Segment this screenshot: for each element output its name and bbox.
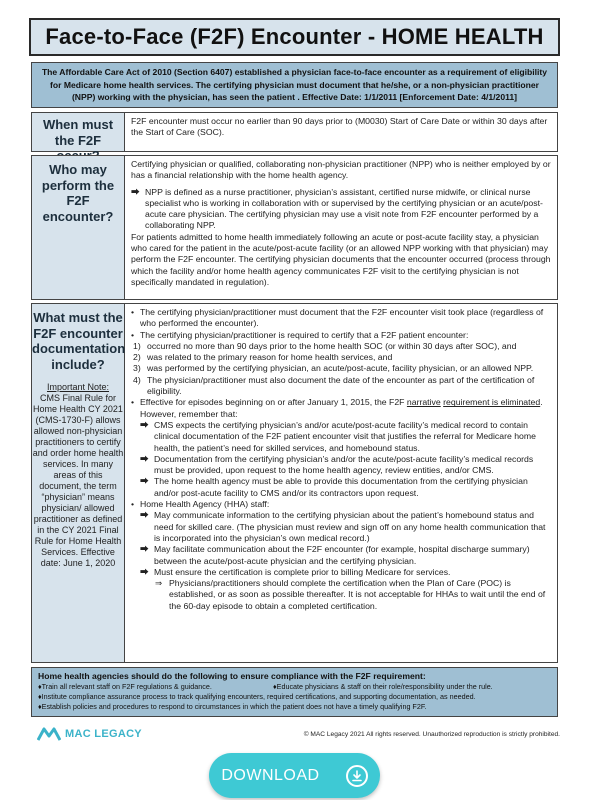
when-content: F2F encounter must occur no earlier than 90 days prior to (M0030) Start of Care Date or within 30 days after the Start of Care (SOC). xyxy=(131,116,548,138)
who-paragraph-1: Certifying physician or qualified, collaborating non-physician practitioner (NPP) who is neither employed by or has a financial relationship with the home health agency. xyxy=(131,159,551,181)
documentation-label: What must the F2F encounter documentation include? xyxy=(32,310,126,372)
diamond-icon: ♦ xyxy=(38,692,42,701)
important-note-text: CMS Final Rule for Home Health CY 2021 (CMS-1730-F) allows allowed non-physician practitioners to certify and order home health services. In many areas of this document, the term “physician” means physician/ allowed practitioner as defined in the CY 2021 Final Rule for Home Health Services. Effective date: June 1, 2020 xyxy=(32,393,124,568)
documentation-row xyxy=(31,303,558,663)
who-paragraph-2: For patients admitted to home health immediately following an acute or post-acute facility stay, a physician who cared for the patient in the acute/post-acute facility (or an allowed NPP working with that physician) may perform the F2F encounter. The certifying physician documents that the encounter occurred (process through which the facility and/or home health agency communicates F2F visit to the certifying physician is not specifically mandated in regulation). xyxy=(131,231,551,287)
when-label: When must the F2F xyxy=(32,113,125,151)
compliance-item-text: Train all relevant staff on F2F regulations & guidance. xyxy=(41,682,212,691)
diamond-icon: ♦ xyxy=(38,682,42,691)
document-title-bar xyxy=(29,18,560,56)
number-marker: 3) xyxy=(133,363,141,374)
intro-box: The Affordable Care Act of 2010 (Section 6407) established a physician face-to-face encounter as a requirement of eligibility for Medicare home health services. The certifying physician must document that he/she, or a non-physician practitioner (NPP) working with the physician, has seen the patient . Effective Date: 1/1/2011 [Enforcement Date: 4/1/2011] xyxy=(31,62,558,108)
list-item xyxy=(131,307,551,330)
download-button[interactable] xyxy=(209,753,380,798)
arrow-icon: ⮕ xyxy=(140,419,149,430)
copyright-text: © MAC Legacy 2021 All rights reserved. Unauthorized reproduction is strictly prohibited. xyxy=(303,730,560,738)
list-item-text: The certifying physician/practitioner must document that the F2F encounter visit took place (regardless of who performed the encounter). xyxy=(140,307,544,329)
arrow-icon: ⮕ xyxy=(140,566,149,577)
implies-item-text: Physicians/practitioners should complete the certification when the Plan of Care (POC) is established, or as soon as possible thereafter. It is not acceptable for HHAs to wait until the end of the 60-day episode to obtain a completed certification. xyxy=(169,578,546,611)
list-item-text xyxy=(140,397,551,420)
arrow-item-text: May facilitate communication about the F2F encounter (for example, hospital discharge summary) between the acute/post-acute physician and the certifying physician. xyxy=(154,544,530,566)
list-item xyxy=(131,499,551,510)
text-run: Effective for episodes beginning on or after January 1, 2015, the F2F xyxy=(140,397,407,408)
important-note xyxy=(32,382,124,569)
arrow-item-text: CMS expects the certifying physician’s and/or acute/post-acute facility’s medical record to contain clinical documentation of the F2F patient encounter visit that justifies the referral for Medicare home health, the patient’s need for skilled services, and homebound status. xyxy=(154,419,536,453)
arrow-item xyxy=(131,454,551,477)
document-title: Face-to-Face (F2F) Encounter - HOME HEALTH xyxy=(45,24,544,49)
compliance-item xyxy=(38,682,273,692)
who-row xyxy=(31,155,558,300)
arrow-item xyxy=(131,544,551,567)
logo-text: MAC LEGACY xyxy=(65,728,142,740)
compliance-item-text: Establish policies and procedures to respond to circumstances in which the patient does not have a timely qualifying F2F. xyxy=(41,702,427,711)
who-content xyxy=(125,156,557,299)
important-note-title: Important Note: xyxy=(46,382,110,392)
who-label: Who may perform the F2F encounter? xyxy=(32,156,125,299)
numbered-item-2 xyxy=(131,352,551,363)
list-item-text: The certifying physician/practitioner is required to certify that a F2F patient encounter: xyxy=(140,329,469,340)
mac-legacy-logo xyxy=(37,727,142,741)
compliance-row xyxy=(38,682,551,692)
who-arrow-item xyxy=(131,187,551,232)
download-arrow-icon xyxy=(351,770,363,782)
list-item xyxy=(131,397,551,420)
number-marker: 2) xyxy=(133,352,141,363)
page-footer xyxy=(37,723,560,745)
arrow-item xyxy=(131,420,551,454)
download-button-label: DOWNLOAD xyxy=(221,766,320,784)
numbered-item-text: was related to the primary reason for home health services, and xyxy=(147,352,393,363)
documentation-content xyxy=(125,304,557,662)
diamond-icon: ♦ xyxy=(273,682,277,691)
numbered-item-text: was performed by the certifying physician, an acute/post-acute, facility physician, or an allowed NPP. xyxy=(147,363,534,374)
bullet-icon: • xyxy=(131,307,135,317)
implies-arrow-icon: ⇒ xyxy=(155,578,163,589)
bullet-icon: • xyxy=(131,329,135,340)
arrow-icon: ⮕ xyxy=(140,453,149,464)
implies-item xyxy=(131,578,551,612)
arrow-icon: ⮕ xyxy=(140,544,149,555)
compliance-item xyxy=(38,692,551,702)
compliance-box xyxy=(31,667,558,717)
numbered-item-4 xyxy=(131,375,551,398)
document-page xyxy=(23,12,566,750)
text-run: . However, remember that: xyxy=(140,397,543,419)
arrow-item xyxy=(131,476,551,499)
number-marker: 1) xyxy=(133,340,141,351)
number-marker: 4) xyxy=(133,374,141,385)
compliance-item-text: Institute compliance assurance process to track qualifying encounters, required certifications, and supporting documentation, as needed. xyxy=(41,692,476,701)
download-icon xyxy=(346,765,368,787)
numbered-item-text: occurred no more than 90 days prior to the home health SOC (or within 30 days after SOC), and xyxy=(147,340,517,351)
bullet-icon: • xyxy=(131,499,135,510)
underlined-text: narrative xyxy=(406,397,441,408)
arrow-item xyxy=(131,567,551,578)
documentation-label-cell xyxy=(32,304,125,662)
bullet-icon: • xyxy=(131,397,135,408)
list-item xyxy=(131,330,551,341)
when-row xyxy=(31,112,558,152)
numbered-item-text: The physician/practitioner must also document the date of the encounter as part of the certification of eligibility. xyxy=(147,374,535,397)
list-item-text: Home Health Agency (HHA) staff: xyxy=(140,499,270,510)
compliance-heading: Home health agencies should do the following to ensure compliance with the F2F requirement: xyxy=(38,671,426,681)
who-arrow-text: NPP is defined as a nurse practitioner, physician’s assistant, certified nurse midwife, or clinical nurse specialist who is working in collaboration with or supervised by the certifying physician or an acute/post-acute care physician. The certifying physician may use a visit note from F2F encounter performed by a collaborating NPP. xyxy=(145,186,543,231)
arrow-item-text: Documentation from the certifying physician’s and/or the acute/post-acute facility’s medical records must be provided, upon request to the home health agency, review entities, and/or CMS. xyxy=(154,453,534,476)
diamond-icon: ♦ xyxy=(38,702,42,711)
arrow-item-text: Must ensure the certification is complete prior to billing Medicare for services. xyxy=(154,566,451,577)
arrow-icon: ⮕ xyxy=(140,510,149,521)
compliance-item xyxy=(38,702,551,712)
arrow-item xyxy=(131,510,551,544)
compliance-item xyxy=(273,682,493,692)
arrow-icon: ⮕ xyxy=(131,186,140,197)
compliance-item-text: Educate physicians & staff on their role/responsibility under the rule. xyxy=(276,682,493,691)
arrow-item-text: May communicate information to the certifying physician about the patient’s homebound status and need for skilled care. (The physician must review and sign off on any home health communication that is incorporated into the physician’s own medical record.) xyxy=(154,510,546,543)
numbered-item-3 xyxy=(131,363,551,374)
underlined-text: requirement is eliminated xyxy=(443,397,541,408)
logo-mark-icon xyxy=(37,727,61,741)
numbered-item-1 xyxy=(131,341,551,352)
arrow-item-text: The home health agency must be able to provide this documentation from the certifying physician and/or post-acute facility to CMS and/or its contractors upon request. xyxy=(154,476,528,498)
arrow-icon: ⮕ xyxy=(140,476,149,487)
